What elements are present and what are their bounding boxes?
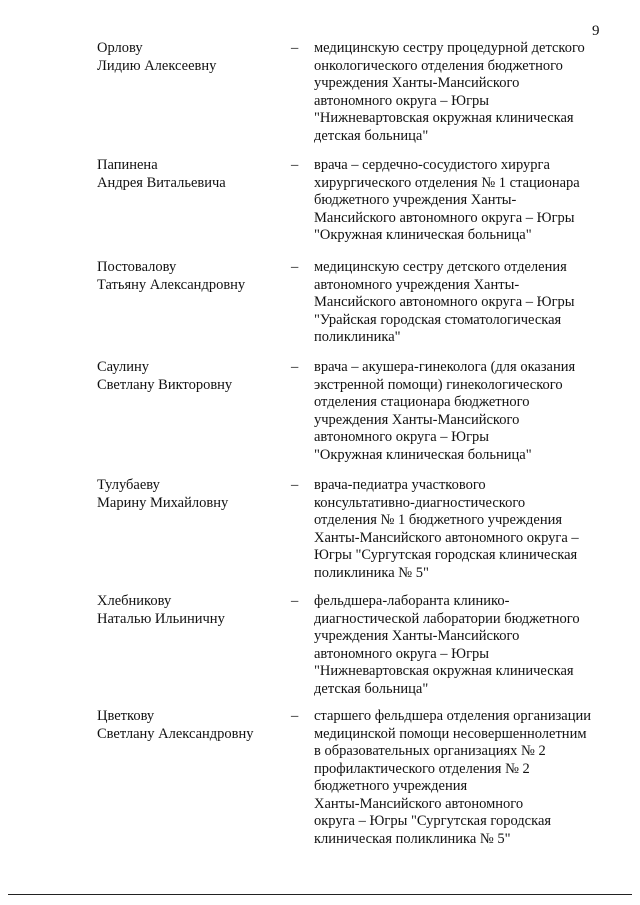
surname: Постовалову: [97, 259, 177, 275]
surname: Папинена: [97, 157, 158, 173]
description-line: отделения стационара бюджетного: [314, 394, 530, 410]
description-line: округа – Югры "Сургутская городская: [314, 813, 552, 829]
separator-dash: –: [291, 708, 299, 724]
person-name: [97, 593, 277, 628]
description-line: врача – сердечно-сосудистого хирурга: [314, 157, 550, 173]
description-line: медицинской помощи несовершеннолетним: [314, 725, 587, 742]
surname: Цветкову: [97, 708, 155, 724]
separator-dash: –: [291, 477, 299, 493]
description-line: "Урайская городская стоматологическая: [314, 311, 562, 328]
description-line: автономного округа – Югры: [314, 429, 490, 445]
description-line: Ханты-Мансийского автономного: [314, 795, 524, 812]
position-description: [314, 259, 604, 347]
person-name: [97, 359, 277, 394]
description-line: "Окружная клиническая больница": [314, 227, 532, 243]
position-description: [314, 708, 604, 848]
description-line: консультативно-диагностического: [314, 494, 526, 511]
page-number: 9: [592, 23, 600, 39]
given-names: Светлану Александровну: [97, 725, 254, 742]
given-names: Марину Михайловну: [97, 494, 229, 511]
description-line: Мансийского автономного округа – Югры: [314, 209, 575, 226]
separator-dash: –: [291, 359, 299, 375]
description-line: "Нижневартовская окружная клиническая: [314, 663, 574, 679]
description-line: бюджетного учреждения Ханты-: [314, 192, 517, 208]
description-line: отделения № 1 бюджетного учреждения: [314, 512, 563, 528]
description-line: Югры "Сургутская городская клиническая: [314, 547, 578, 563]
footer-rule: [8, 894, 632, 895]
given-names: Андрея Витальевича: [97, 174, 226, 191]
description-line: медицинскую сестру детского отделения: [314, 259, 567, 275]
position-description: [314, 477, 604, 582]
description-line: экстренной помощи) гинекологического: [314, 376, 563, 393]
description-line: поликлиника № 5": [314, 564, 429, 581]
person-name: [97, 708, 277, 743]
description-line: автономного округа – Югры: [314, 92, 490, 109]
surname: Хлебникову: [97, 593, 172, 609]
given-names: Светлану Викторовну: [97, 376, 233, 393]
description-line: учреждения Ханты-Мансийского: [314, 411, 520, 428]
description-line: Ханты-Мансийского автономного округа –: [314, 529, 579, 546]
surname: Орлову: [97, 40, 143, 56]
position-description: [314, 157, 604, 245]
separator-dash: –: [291, 593, 299, 609]
description-line: старшего фельдшера отделения организации: [314, 708, 592, 724]
description-line: врача-педиатра участкового: [314, 477, 486, 493]
separator-dash: –: [291, 157, 299, 173]
position-description: [314, 40, 604, 145]
position-description: [314, 359, 604, 464]
description-line: фельдшера-лаборанта клинико-: [314, 593, 510, 609]
surname: Тулубаеву: [97, 477, 160, 493]
separator-dash: –: [291, 259, 299, 275]
description-line: бюджетного учреждения: [314, 778, 468, 794]
description-line: врача – акушера-гинеколога (для оказания: [314, 359, 576, 375]
description-line: хирургического отделения № 1 стационара: [314, 174, 580, 191]
description-line: Мансийского автономного округа – Югры: [314, 294, 575, 310]
description-line: онкологического отделения бюджетного: [314, 57, 563, 74]
description-line: профилактического отделения № 2: [314, 760, 530, 777]
description-line: диагностической лаборатории бюджетного: [314, 610, 580, 627]
position-description: [314, 593, 604, 698]
separator-dash: –: [291, 40, 299, 56]
description-line: клиническая поликлиника № 5": [314, 830, 511, 847]
given-names: Наталью Ильиничну: [97, 610, 225, 627]
given-names: Татьяну Александровну: [97, 276, 246, 293]
description-line: автономного учреждения Ханты-: [314, 276, 520, 293]
person-name: [97, 259, 277, 294]
description-line: "Нижневартовская окружная клиническая: [314, 110, 574, 126]
description-line: автономного округа – Югры: [314, 645, 490, 662]
description-line: медицинскую сестру процедурной детского: [314, 40, 585, 56]
person-name: [97, 40, 277, 75]
description-line: поликлиника": [314, 329, 401, 345]
given-names: Лидию Алексеевну: [97, 57, 217, 74]
description-line: учреждения Ханты-Мансийского: [314, 75, 520, 91]
description-line: в образовательных организациях № 2: [314, 743, 546, 759]
description-line: детская больница": [314, 680, 429, 697]
person-name: [97, 477, 277, 512]
description-line: детская больница": [314, 127, 429, 144]
description-line: "Окружная клиническая больница": [314, 446, 532, 463]
surname: Саулину: [97, 359, 149, 375]
description-line: учреждения Ханты-Мансийского: [314, 628, 520, 644]
person-name: [97, 157, 277, 192]
